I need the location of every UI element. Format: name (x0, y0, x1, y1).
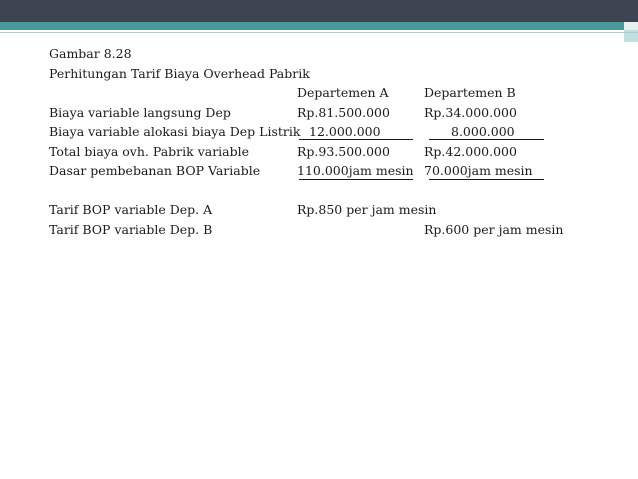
cell-dep-b: Rp.42.000.000 (424, 143, 517, 159)
total-underline-dep-a (299, 179, 413, 180)
column-header-dep-a: Departemen A (297, 85, 389, 100)
cell-dep-a: 110.000jam mesin (297, 163, 414, 178)
tarif-value-dep-b: Rp.600 per jam mesin (424, 221, 564, 237)
total-underline-dep-b (429, 179, 544, 180)
tarif-label: Tarif BOP variable Dep. A (49, 202, 213, 217)
column-header-dep-b: Departemen B (424, 85, 516, 100)
row-label: Dasar pembebanan BOP Variable (49, 163, 261, 178)
row-label: Total biaya ovh. Pabrik variable (49, 143, 250, 159)
cell-dep-a: Rp.81.500.000 (297, 104, 390, 120)
header-accent-band (0, 22, 638, 30)
header-accent-cap (624, 22, 638, 30)
row-label: Biaya variable alokasi biaya Dep Listrik (49, 124, 301, 139)
cell-dep-b: 70.000jam mesin (424, 163, 533, 178)
row-label: Biaya variable langsung Dep (49, 104, 231, 120)
cell-dep-b: Rp.34.000.000 (424, 104, 517, 120)
header-divider (0, 32, 638, 33)
cell-dep-b: 8.000.000 (451, 124, 515, 139)
subtotal-underline-dep-a (299, 139, 413, 140)
tarif-value-dep-a: Rp.850 per jam mesin (297, 202, 437, 217)
header-bar (0, 0, 638, 22)
cell-dep-a: 12.000.000 (309, 124, 381, 139)
figure-title: Gambar 8.28 (49, 46, 132, 61)
subtotal-underline-dep-b (429, 139, 544, 140)
tarif-label: Tarif BOP variable Dep. B (49, 221, 213, 237)
cell-dep-a: Rp.93.500.000 (297, 143, 390, 159)
figure-subtitle: Perhitungan Tarif Biaya Overhead Pabrik (49, 65, 310, 81)
